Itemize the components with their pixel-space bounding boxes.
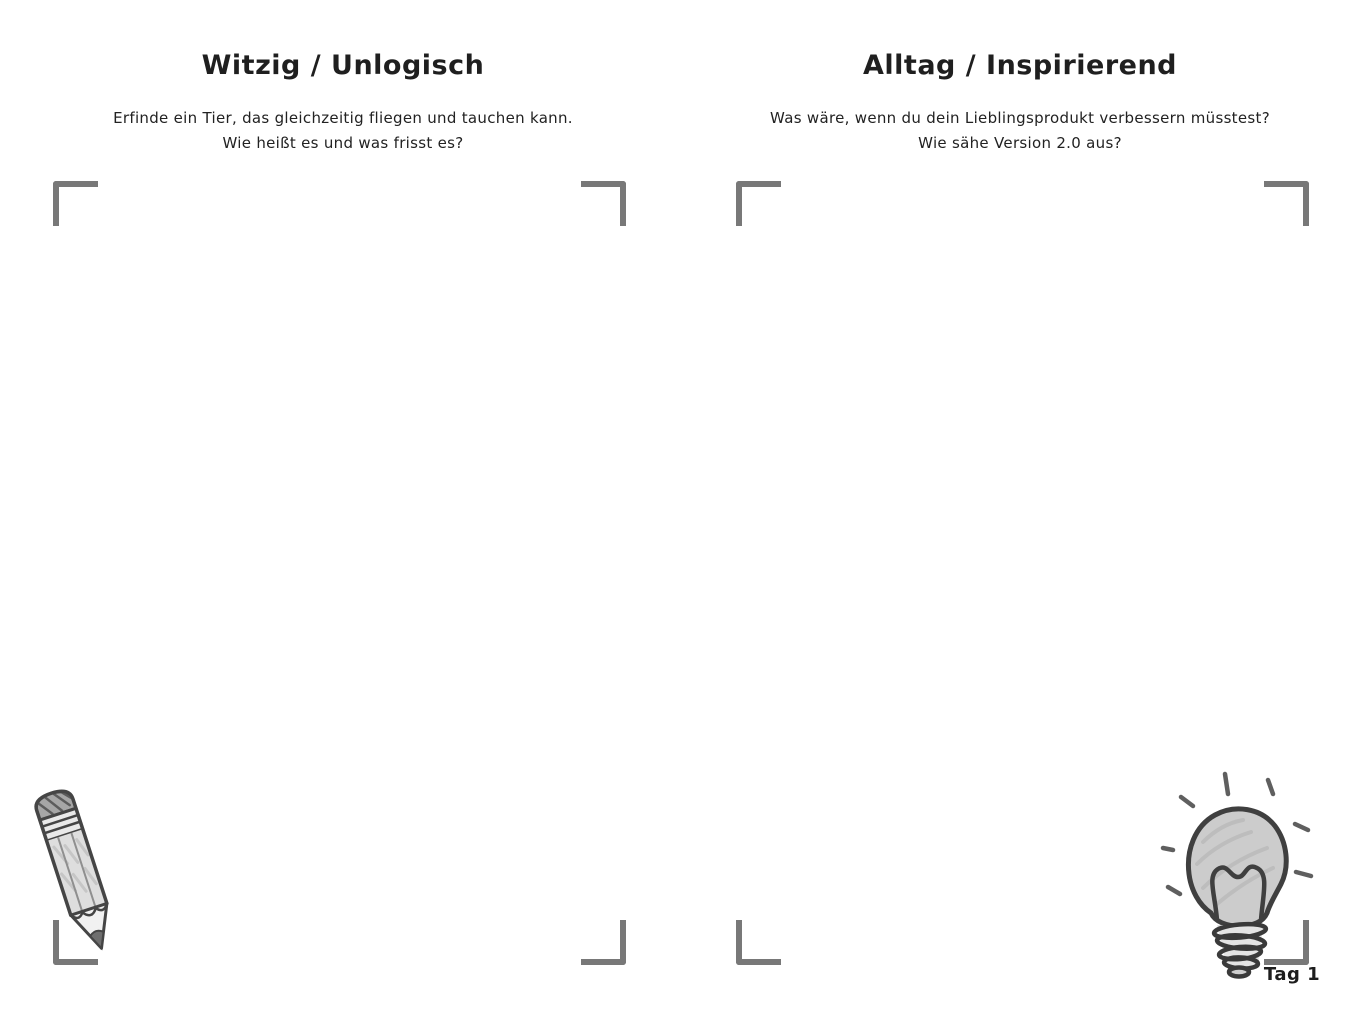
left-panel-header [0, 50, 686, 156]
left-area-corner-bracket-top-left [53, 181, 98, 226]
right-area-corner-bracket-top-left [736, 181, 781, 226]
left-panel-title: Witzig / Unlogisch [201, 50, 485, 81]
left-writing-area [55, 183, 624, 963]
left-prompt-line-1: Erfinde ein Tier, das gleichzeitig fliegen und tauchen kann. [113, 109, 573, 127]
right-panel-header [677, 50, 1363, 156]
left-area-corner-bracket-top-right [581, 181, 626, 226]
left-panel-prompt [0, 106, 686, 156]
right-prompt-line-1: Was wäre, wenn du dein Lieblingsprodukt verbessern müsstest? [770, 109, 1270, 127]
pencil-sketch-icon [26, 781, 134, 971]
right-panel-title: Alltag / Inspirierend [863, 50, 1177, 81]
lightbulb-sketch-icon [1151, 762, 1327, 984]
left-area-corner-bracket-bottom-right [581, 920, 626, 965]
right-area-corner-bracket-top-right [1264, 181, 1309, 226]
page-label: Tag 1 [1263, 964, 1321, 985]
right-area-corner-bracket-bottom-left [736, 920, 781, 965]
right-panel-prompt [677, 106, 1363, 156]
right-prompt-line-2: Wie sähe Version 2.0 aus? [918, 134, 1122, 152]
left-prompt-line-2: Wie heißt es und was frisst es? [222, 134, 464, 152]
